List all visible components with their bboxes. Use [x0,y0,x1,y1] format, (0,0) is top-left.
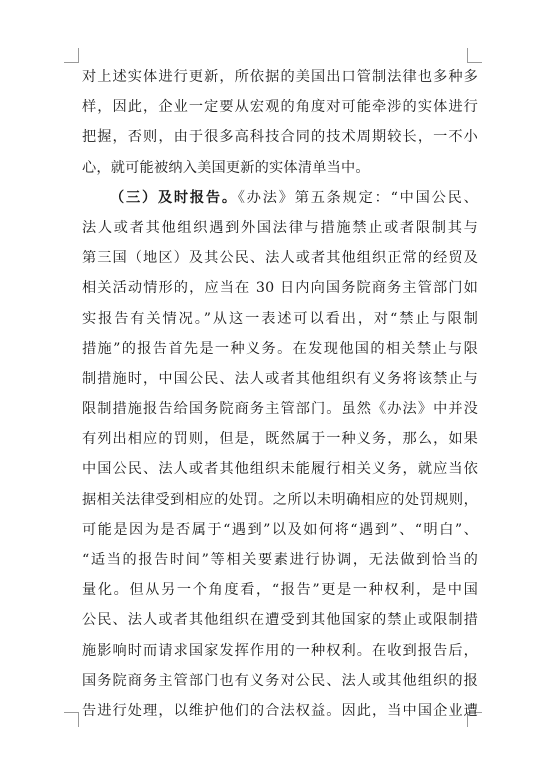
text-line: 样，因此，企业一定要从宏观的角度对可能牵涉的实体进行 [82,99,478,116]
text-line: 量化。但从另一个角度看，“报告”更是一种权利，是中国 [82,582,478,599]
section-heading-line [82,183,478,213]
text-line: 国务院商务主管部门也有义务对公民、法人或其他组织的报 [82,672,478,689]
text-line: 有列出相应的罚则，但是，既然属于一种义务，那么，如果 [82,431,478,448]
text-line: 限制措施报告给国务院商务主管部门。虽然《办法》中并没 [82,401,478,418]
body-text [82,62,478,726]
text-line: 措施”的报告首先是一种义务。在发现他国的相关禁止与限 [82,340,478,357]
text-line: 可能是因为是否属于“遇到”以及如何将“遇到”、“明白”、 [82,521,478,538]
text-line: 对上述实体进行更新，所依据的美国出口管制法律也多种多 [82,69,478,85]
text-line: 中国公民、法人或者其他组织未能履行相关义务，就应当依 [82,461,478,478]
text-line: 《办法》第五条规定：“中国公民、 [237,189,478,206]
text-line: 告进行处理，以维护他们的合法权益。因此，当中国企业遭 [82,702,478,719]
crop-mark-top-right [467,48,482,63]
crop-mark-bottom-left [64,712,79,727]
text-line: “适当的报告时间”等相关要素进行协调，无法做到恰当的 [82,552,478,568]
section-heading: （三）及时报告。 [110,189,238,206]
text-line: 据相关法律受到相应的处罚。之所以未明确相应的处罚规则， [82,491,478,508]
text-line: 实报告有关情况。”从这一表述可以看出，对“禁止与限制 [82,310,478,327]
text-line: 把握，否则，由于很多高科技合同的技术周期较长，一不小 [82,129,478,146]
text-line: 心，就可能被纳入美国更新的实体清单当中。 [82,159,370,176]
text-line: 相关活动情形的，应当在 30 日内向国务院商务主管部门如 [82,280,478,297]
text-line: 第三国（地区）及其公民、法人或者其他组织正常的经贸及 [82,250,478,267]
text-line: 法人或者其他组织遇到外国法律与措施禁止或者限制其与 [82,219,478,236]
text-line: 施影响时而请求国家发挥作用的一种权利。在收到报告后， [82,642,478,659]
text-line: 制措施时，中国公民、法人或者其他组织有义务将该禁止与 [82,370,478,387]
crop-mark-top-left [64,48,79,63]
text-line: 公民、法人或者其他组织在遭受到其他国家的禁止或限制措 [82,612,478,629]
